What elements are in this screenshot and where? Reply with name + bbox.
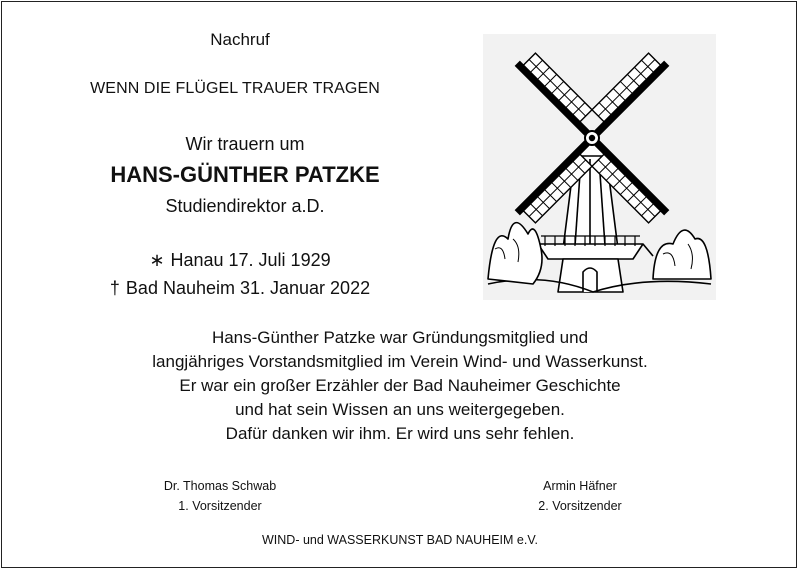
death-cross-icon: † — [109, 278, 120, 298]
association-footer: WIND- und WASSERKUNST BAD NAUHEIM e.V. — [262, 533, 538, 547]
windmill-icon — [483, 34, 716, 300]
signatory-second — [480, 476, 680, 516]
signatory-first — [120, 476, 320, 516]
signatory-role: 1. Vorsitzender — [178, 499, 262, 513]
birth-star-icon: ∗ — [149, 250, 165, 270]
tribute-line: Dafür danken wir ihm. Er wird uns sehr fehlen. — [225, 424, 575, 443]
death-line — [60, 278, 420, 299]
tribute-line: Hans-Günther Patzke war Gründungsmitglied und — [211, 328, 589, 347]
signatory-name: Dr. Thomas Schwab — [163, 479, 277, 493]
deceased-name: HANS-GÜNTHER PATZKE — [110, 162, 380, 187]
notice-heading: Nachruf — [210, 30, 270, 49]
signatory-role: 2. Vorsitzender — [538, 499, 622, 513]
mourning-line: Wir trauern um — [185, 134, 305, 154]
tribute-line: Er war ein großer Erzähler der Bad Nauheimer Geschichte — [179, 376, 621, 395]
notice-motto: WENN DIE FLÜGEL TRAUER TRAGEN — [90, 80, 380, 97]
deceased-title: Studiendirektor a.D. — [165, 196, 325, 216]
tribute-text — [100, 326, 700, 446]
birth-text: Hanau 17. Juli 1929 — [170, 250, 331, 270]
tribute-line: und hat sein Wissen an uns weitergegeben. — [235, 400, 565, 419]
signatory-name: Armin Häfner — [543, 479, 617, 493]
death-text: Bad Nauheim 31. Januar 2022 — [125, 278, 371, 298]
tribute-line: langjähriges Vorstandsmitglied im Verein Wind- und Wasserkunst. — [152, 352, 648, 371]
birth-line — [90, 250, 390, 271]
